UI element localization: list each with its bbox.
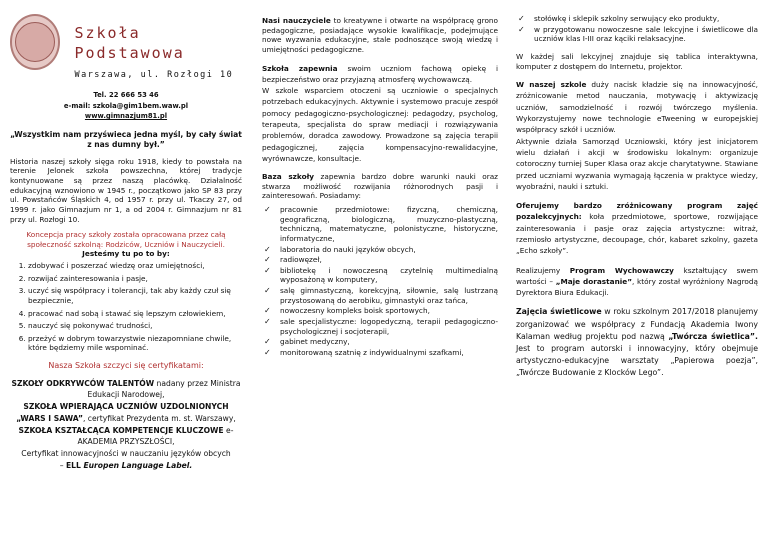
list-item: 5. nauczyć się pokonywać trudności, <box>28 321 242 331</box>
innovation-paragraph: W naszej szkole duży nacisk kładzie się na innowacyjność, zróżnicowanie metod nauczania, motywację i aktywizację uczniów, samodzielność i rozwój twórczego myślenia. Wykorzystujemy nowe technologie eTweening w europejskiej współpracy szkół i uczniów. <box>516 80 758 135</box>
list-item: ✓ radiowęzeł, <box>280 255 498 265</box>
list-item: ✓ bibliotekę i nowoczesną czytelnię multimedialną wyposażoną w komputery, <box>280 266 498 285</box>
email: e-mail: szkola@gim1bem.waw.pl <box>63 101 189 110</box>
list-item: ✓ nowoczesny kompleks boisk sportowych, <box>280 306 498 316</box>
care-paragraph: Szkoła zapewnia swoim uczniom fachową opiekę i bezpieczeństwo oraz przyjazną atmosferę wychowawczą. <box>262 63 498 84</box>
concept-text: Koncepcja pracy szkoły została opracowana przez całą społeczność szkolną: Rodziców, Uczniów i Nauczycieli. <box>26 230 226 249</box>
goals-list <box>10 261 242 353</box>
list-item: 1. zdobywać i poszerzać wiedzę oraz umiejętności, <box>28 261 242 271</box>
club-paragraph: Zajęcia świetlicowe w roku szkolnym 2017/2018 planujemy zorganizować we współpracy z Fundacją Akademia Iwony Kalaman według projektu pod nazwą „Twórcza świetlica”. Jest to program autorski i innowacyjny, który obejmuje artystyczno-edukacyjne warsztaty „Papierowa poezja”, „Twórcze Budowanie z Klocków Lego”. <box>516 307 758 377</box>
list-item: ✓ salę gimnastyczną, korekcyjną, siłownie, salę lustrzaną przystosowaną do aerobiku, gimnastyki oraz tańca, <box>280 286 498 305</box>
phone: Tel. 22 666 53 46 <box>93 91 159 99</box>
certificates: SZKOŁY ODKRYWCÓW TALENTÓW nadany przez Ministra Edukacji Narodowej, SZKOŁA WPIERAJĄCA UCZNIÓW UZDOLNIONYCH „WARS I SAWA”, certyfikat Prezydenta m. st. Warszawy, SZKOŁA KSZTAŁCĄCA KOMPETENCJE KLUCZOWE e-AKADEMIA PRZYSZŁOŚCI, Certyfikat innowacyjności w nauczaniu języków obcych – ELL Europen Language Label. <box>11 378 241 470</box>
list-item: 3. uczyć się współpracy i tolerancji, tak aby każdy czuł się bezpiecznie, <box>28 286 242 305</box>
list-item: ✓ laboratoria do nauki języków obcych, <box>280 245 498 255</box>
program-paragraph: Realizujemy Program Wychowawczy kształtujący swem wartości – „Maje dorastanie”, który został wyróżniony Nagrodą Dyrektora Biura Edukacji. <box>516 265 758 298</box>
facilities-list-continued <box>516 14 758 44</box>
header <box>10 14 242 78</box>
rooms-paragraph: W każdej sali lekcyjnej znajduje się tablica interaktywna, komputer z dostępem do Internetu, projektor. <box>516 51 758 71</box>
list-item: ✓ sale specjalistyczne: logopedyczną, terapii pedagogiczno-psychologicznej i socjoterapii, <box>280 317 498 336</box>
right-column <box>512 0 766 543</box>
support-paragraph: W szkole wsparciem otoczeni są uczniowie o specjalnych potrzebach edukacyjnych. Aktywnie i systemowo pracuje zespół pomocy pedagogiczno-psychologicznej: pedagodzy, psycholog, terapeuta, specjalista do spraw mediacji i rozwiązywania problemów, doradca zawodowy. Prowadzone są zajęcia terapii pedagogicznej, zajęcia kompensacyjno-rewalidacyjne, wyrównawcze, konsultacje. <box>262 86 498 163</box>
middle-column <box>258 0 504 543</box>
list-item: ✓ pracownie przedmiotowe: fizyczną, chemiczną, geograficzną, biologiczną, muzyczno-plastyczną, techniczną, matematyczne, polonistyczne, historyczne, informatyczne, <box>280 205 498 244</box>
left-column <box>0 0 252 543</box>
history-text: Historia naszej szkoły sięga roku 1918, kiedy to powstała na terenie Jelonek szkoła powszechna, której tradycje kontynuowane są przez naszą placówkę. Działalność edukacyjną wznowiono w 1945 r., początkowo jako SP 83 przy ul. Powstańców Śląskich 4, od 1957 r. przy ul. Tkaczy 27, od 1999 r. jako Gimnazjum nr 1, a od 2004 r. Gimnazjum nr 81 przy ul. Rozłogi 10. <box>10 156 242 224</box>
base-paragraph: Baza szkoły zapewnia bardzo dobre warunki nauki oraz stwarza możliwość rozwijania różnorodnych pasji i zainteresowań. Posiadamy: <box>262 172 499 201</box>
website-link[interactable]: www.gimnazjum81.pl <box>84 112 168 121</box>
list-item: 2. rozwijać zainteresowania i pasje, <box>28 274 242 284</box>
certificates-title: Nasza Szkoła szczyci się certyfikatami: <box>48 361 204 371</box>
list-item: ✓ stołówkę i sklepik szkolny serwujący eko produkty, <box>534 14 758 24</box>
list-item: ✓ gabinet medyczny, <box>280 337 498 347</box>
teachers-paragraph: Nasi nauczyciele to kreatywne i otwarte na współpracę grono pedagogiczne, posiadające wysokie kwalifikacje, podejmujące nowe wyzwania edukacyjne, stale podnoszące swoją wiedzę i umiejętności pedagogiczne. <box>262 16 498 54</box>
school-name: Szkoła Podstawowa <box>74 24 185 62</box>
goals-title: Jesteśmy tu po to by: <box>82 249 170 259</box>
school-emblem-icon <box>10 14 60 70</box>
school-address: Warszawa, ul. Rozłogi 10 <box>74 69 234 80</box>
contact-info <box>10 90 242 122</box>
list-item: 4. pracować nad sobą i stawać się lepszym człowiekiem, <box>28 309 242 319</box>
list-item: ✓ w przygotowanu nowoczesne sale lekcyjne i świetlicowe dla uczniów klas I-III oraz kąciki relaksacyjne. <box>534 25 758 44</box>
list-item: 6. przeżyć w dobrym towarzystwie niezapomniane chwile, które będziemy mile wspominać. <box>28 334 242 353</box>
list-item: ✓ monitorowaną szatnię z indywidualnymi szafkami, <box>280 348 498 358</box>
offer-paragraph: Oferujemy bardzo zróżnicowany program zajęć pozalekcyjnych: koła przedmiotowe, sportowe, rozwijające zainteresowania i pasje oraz zajęcia artystyczne: witraż, rzemiosło artystyczne, decoupage, chór, kabaret szkolny, gazeta „Echo szkoły”. <box>516 201 758 256</box>
facilities-list <box>262 205 498 357</box>
motto: „Wszystkim nam przyświeca jedna myśl, by cały świat z nas dumny był.” <box>10 129 242 150</box>
activity-paragraph: Aktywnie działa Samorząd Uczniowski, który jest inicjatorem wielu działań i akcji w środowisku lokalnym: organizuje cotoroczny turniej Super Klasa oraz akcje charytatywne. Stawiane przed uczniami wyzwania wymagają łączenia w praktyce wiedzy, wyobraźni, nauki i sztuki. <box>516 136 758 191</box>
